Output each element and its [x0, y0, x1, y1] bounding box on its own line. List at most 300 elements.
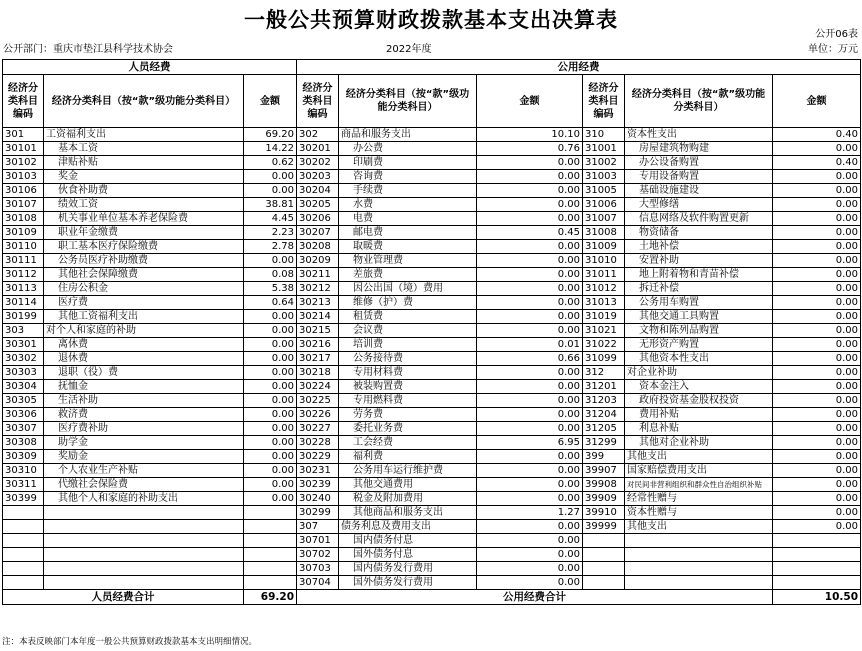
- public-a-code-cell: 30207: [297, 226, 339, 240]
- public-b-code-cell: 31006: [583, 198, 625, 212]
- personnel-name-cell: 工资福利支出: [44, 128, 244, 142]
- table-row: [3, 492, 861, 506]
- public-b-code-cell: 39909: [583, 492, 625, 506]
- personnel-name-cell: 抚恤金: [44, 380, 244, 394]
- personnel-code-cell: 30108: [3, 212, 44, 226]
- personnel-amount-cell: 0.00: [244, 394, 297, 408]
- public-a-code-cell: 307: [297, 520, 339, 534]
- public-a-name-cell: 咨询费: [339, 170, 477, 184]
- personnel-name-cell: 其他社会保障缴费: [44, 268, 244, 282]
- public-b-name-cell: 拆迁补偿: [625, 282, 773, 296]
- public-a-amount-cell: 0.00: [477, 156, 583, 170]
- public-b-name-cell: [625, 548, 773, 562]
- personnel-name-cell: [44, 562, 244, 576]
- public-a-name-cell: 租赁费: [339, 310, 477, 324]
- public-b-code-cell: 31008: [583, 226, 625, 240]
- public-b-amount-cell: 0.00: [773, 254, 861, 268]
- public-b-code-cell: 310: [583, 128, 625, 142]
- public-b-amount-cell: 0.00: [773, 142, 861, 156]
- personnel-amount-cell: 0.00: [244, 310, 297, 324]
- public-a-amount-cell: 0.45: [477, 226, 583, 240]
- public-a-name-cell: 国内债务发行费用: [339, 562, 477, 576]
- public-b-code-cell: 31203: [583, 394, 625, 408]
- header-amount: 金额: [773, 75, 861, 128]
- public-a-amount-cell: 0.66: [477, 352, 583, 366]
- public-b-amount-cell: 0.00: [773, 464, 861, 478]
- personnel-code-cell: [3, 506, 44, 520]
- public-a-amount-cell: 0.00: [477, 184, 583, 198]
- personnel-name-cell: [44, 534, 244, 548]
- header-name: 经济分类科目（按“款”级功能分类科目）: [339, 75, 477, 128]
- public-a-amount-cell: 0.00: [477, 464, 583, 478]
- public-a-name-cell: 会议费: [339, 324, 477, 338]
- public-a-name-cell: 商品和服务支出: [339, 128, 477, 142]
- public-a-code-cell: 30227: [297, 422, 339, 436]
- personnel-amount-cell: 38.81: [244, 198, 297, 212]
- section-public: 公用经费: [297, 60, 861, 75]
- table-row: [3, 240, 861, 254]
- public-a-amount-cell: 10.10: [477, 128, 583, 142]
- public-b-name-cell: 资本性赠与: [625, 506, 773, 520]
- public-b-name-cell: 公务用车购置: [625, 296, 773, 310]
- personnel-code-cell: 30302: [3, 352, 44, 366]
- personnel-name-cell: 救济费: [44, 408, 244, 422]
- public-a-amount-cell: 0.00: [477, 254, 583, 268]
- public-b-name-cell: 土地补偿: [625, 240, 773, 254]
- personnel-name-cell: 其他工资福利支出: [44, 310, 244, 324]
- public-a-amount-cell: 0.01: [477, 338, 583, 352]
- public-b-amount-cell: [773, 534, 861, 548]
- public-b-code-cell: 39910: [583, 506, 625, 520]
- public-b-amount-cell: 0.00: [773, 212, 861, 226]
- personnel-name-cell: [44, 576, 244, 590]
- personnel-amount-cell: 0.00: [244, 450, 297, 464]
- public-a-name-cell: 国内债务付息: [339, 534, 477, 548]
- header-amount: 金额: [244, 75, 297, 128]
- public-a-amount-cell: 0.00: [477, 380, 583, 394]
- personnel-amount-cell: 0.00: [244, 464, 297, 478]
- personnel-amount-cell: 0.00: [244, 254, 297, 268]
- public-a-name-cell: 其他交通费用: [339, 478, 477, 492]
- public-a-amount-cell: 0.00: [477, 548, 583, 562]
- public-b-name-cell: 国家赔偿费用支出: [625, 464, 773, 478]
- public-b-name-cell: 安置补助: [625, 254, 773, 268]
- report-title: 一般公共预算财政拨款基本支出决算表: [244, 8, 618, 32]
- public-b-name-cell: 办公设备购置: [625, 156, 773, 170]
- header-name: 经济分类科目（按“款”级功能分类科目）: [625, 75, 773, 128]
- public-a-amount-cell: 0.00: [477, 268, 583, 282]
- table-row: [3, 170, 861, 184]
- personnel-amount-cell: [244, 506, 297, 520]
- public-a-code-cell: 30239: [297, 478, 339, 492]
- public-a-code-cell: 30209: [297, 254, 339, 268]
- personnel-code-cell: 30101: [3, 142, 44, 156]
- personnel-name-cell: 生活补助: [44, 394, 244, 408]
- public-a-name-cell: 邮电费: [339, 226, 477, 240]
- public-b-code-cell: [583, 562, 625, 576]
- personnel-code-cell: 30304: [3, 380, 44, 394]
- public-a-code-cell: 30206: [297, 212, 339, 226]
- personnel-code-cell: 30307: [3, 422, 44, 436]
- public-a-code-cell: 30229: [297, 450, 339, 464]
- table-row: [3, 576, 861, 590]
- personnel-name-cell: 医疗费补助: [44, 422, 244, 436]
- public-a-code-cell: 30201: [297, 142, 339, 156]
- public-a-amount-cell: 0.00: [477, 296, 583, 310]
- personnel-amount-cell: 0.00: [244, 366, 297, 380]
- table-row: [3, 450, 861, 464]
- personnel-amount-cell: 14.22: [244, 142, 297, 156]
- public-a-name-cell: 劳务费: [339, 408, 477, 422]
- table-row: [3, 282, 861, 296]
- column-header-row: [3, 75, 861, 128]
- public-a-name-cell: 委托业务费: [339, 422, 477, 436]
- public-b-amount-cell: 0.00: [773, 198, 861, 212]
- public-a-code-cell: 30224: [297, 380, 339, 394]
- personnel-code-cell: 30103: [3, 170, 44, 184]
- personnel-name-cell: [44, 506, 244, 520]
- personnel-name-cell: 职业年金缴费: [44, 226, 244, 240]
- public-a-amount-cell: 0.00: [477, 240, 583, 254]
- personnel-amount-cell: 0.00: [244, 492, 297, 506]
- public-a-name-cell: 福利费: [339, 450, 477, 464]
- personnel-name-cell: 奖金: [44, 170, 244, 184]
- public-a-name-cell: 电费: [339, 212, 477, 226]
- table-row: [3, 548, 861, 562]
- personnel-code-cell: 30106: [3, 184, 44, 198]
- section-personnel: 人员经费: [3, 60, 297, 75]
- public-a-amount-cell: 0.00: [477, 422, 583, 436]
- table-row: [3, 184, 861, 198]
- personnel-amount-cell: [244, 562, 297, 576]
- public-a-name-cell: 取暖费: [339, 240, 477, 254]
- table-row: [3, 380, 861, 394]
- personnel-amount-cell: 2.78: [244, 240, 297, 254]
- personnel-amount-cell: 0.00: [244, 338, 297, 352]
- personnel-code-cell: 30306: [3, 408, 44, 422]
- public-a-amount-cell: 0.00: [477, 282, 583, 296]
- public-b-code-cell: 31012: [583, 282, 625, 296]
- public-b-name-cell: 基础设施建设: [625, 184, 773, 198]
- public-a-amount-cell: 0.00: [477, 366, 583, 380]
- personnel-name-cell: 公务员医疗补助缴费: [44, 254, 244, 268]
- public-b-amount-cell: 0.00: [773, 520, 861, 534]
- public-a-name-cell: 专用材料费: [339, 366, 477, 380]
- public-b-name-cell: [625, 562, 773, 576]
- public-a-code-cell: 30212: [297, 282, 339, 296]
- public-a-code-cell: 30208: [297, 240, 339, 254]
- public-a-name-cell: 培训费: [339, 338, 477, 352]
- personnel-code-cell: 30301: [3, 338, 44, 352]
- public-b-name-cell: 专用设备购置: [625, 170, 773, 184]
- public-b-code-cell: [583, 576, 625, 590]
- public-b-code-cell: 31005: [583, 184, 625, 198]
- public-a-name-cell: 公务接待费: [339, 352, 477, 366]
- public-a-amount-cell: 1.27: [477, 506, 583, 520]
- public-b-amount-cell: 0.00: [773, 296, 861, 310]
- personnel-name-cell: 代缴社会保险费: [44, 478, 244, 492]
- table-row: [3, 128, 861, 142]
- public-b-name-cell: 地上附着物和青苗补偿: [625, 268, 773, 282]
- public-a-amount-cell: 0.00: [477, 520, 583, 534]
- personnel-amount-cell: [244, 548, 297, 562]
- table-row: [3, 534, 861, 548]
- fiscal-year: 2022年度: [386, 44, 432, 55]
- personnel-code-cell: 30199: [3, 310, 44, 324]
- public-a-name-cell: 差旅费: [339, 268, 477, 282]
- personnel-code-cell: 301: [3, 128, 44, 142]
- personnel-code-cell: [3, 562, 44, 576]
- personnel-amount-cell: [244, 534, 297, 548]
- public-b-amount-cell: [773, 548, 861, 562]
- public-b-code-cell: 31010: [583, 254, 625, 268]
- public-a-code-cell: 30205: [297, 198, 339, 212]
- form-id: 公开06表: [815, 29, 858, 40]
- public-a-name-cell: 被装购置费: [339, 380, 477, 394]
- public-b-code-cell: 399: [583, 450, 625, 464]
- table-row: [3, 338, 861, 352]
- personnel-name-cell: 绩效工资: [44, 198, 244, 212]
- public-b-amount-cell: 0.00: [773, 310, 861, 324]
- public-total-amount: 10.50: [773, 590, 861, 605]
- personnel-amount-cell: [244, 576, 297, 590]
- public-b-code-cell: 31299: [583, 436, 625, 450]
- public-a-code-cell: 30215: [297, 324, 339, 338]
- personnel-amount-cell: 0.64: [244, 296, 297, 310]
- public-b-name-cell: 文物和陈列品购置: [625, 324, 773, 338]
- footnote: 注：本表反映部门本年度一般公共预算财政拨款基本支出明细情况。: [2, 637, 258, 647]
- personnel-amount-cell: 5.38: [244, 282, 297, 296]
- public-b-code-cell: 31002: [583, 156, 625, 170]
- public-b-name-cell: 其他对企业补助: [625, 436, 773, 450]
- header-code: 经济分类科目编码: [297, 75, 339, 128]
- personnel-code-cell: 30112: [3, 268, 44, 282]
- personnel-code-cell: 30311: [3, 478, 44, 492]
- table-row: [3, 520, 861, 534]
- public-b-amount-cell: 0.00: [773, 408, 861, 422]
- public-b-code-cell: 39999: [583, 520, 625, 534]
- public-b-name-cell: 对民间非营利组织和群众性自治组织补贴: [625, 478, 773, 492]
- public-b-amount-cell: 0.00: [773, 338, 861, 352]
- table-row: [3, 268, 861, 282]
- public-b-amount-cell: 0.00: [773, 506, 861, 520]
- table-row: [3, 310, 861, 324]
- public-a-amount-cell: 0.00: [477, 478, 583, 492]
- public-b-name-cell: 经常性赠与: [625, 492, 773, 506]
- personnel-name-cell: 退职（役）费: [44, 366, 244, 380]
- public-b-name-cell: 大型修缮: [625, 198, 773, 212]
- public-a-name-cell: 手续费: [339, 184, 477, 198]
- personnel-code-cell: 30102: [3, 156, 44, 170]
- personnel-amount-cell: 0.00: [244, 422, 297, 436]
- personnel-code-cell: 30399: [3, 492, 44, 506]
- public-b-code-cell: 31013: [583, 296, 625, 310]
- public-b-code-cell: 31011: [583, 268, 625, 282]
- public-b-amount-cell: 0.00: [773, 226, 861, 240]
- personnel-code-cell: 30309: [3, 450, 44, 464]
- table-row: [3, 198, 861, 212]
- public-a-name-cell: 国外债务付息: [339, 548, 477, 562]
- public-b-name-cell: [625, 534, 773, 548]
- public-a-code-cell: 30203: [297, 170, 339, 184]
- public-b-code-cell: 31007: [583, 212, 625, 226]
- public-b-amount-cell: 0.00: [773, 394, 861, 408]
- table-row: [3, 254, 861, 268]
- public-a-amount-cell: 0.00: [477, 212, 583, 226]
- personnel-name-cell: 机关事业单位基本养老保险费: [44, 212, 244, 226]
- table-row: [3, 156, 861, 170]
- public-b-name-cell: 其他支出: [625, 450, 773, 464]
- table-row: [3, 464, 861, 478]
- personnel-code-cell: 30113: [3, 282, 44, 296]
- public-a-code-cell: 30703: [297, 562, 339, 576]
- public-b-name-cell: 利息补贴: [625, 422, 773, 436]
- public-b-name-cell: 资本金注入: [625, 380, 773, 394]
- personnel-code-cell: [3, 576, 44, 590]
- personnel-amount-cell: [244, 520, 297, 534]
- personnel-name-cell: 助学金: [44, 436, 244, 450]
- public-b-amount-cell: 0.00: [773, 366, 861, 380]
- personnel-amount-cell: 0.00: [244, 380, 297, 394]
- public-a-amount-cell: 0.00: [477, 170, 583, 184]
- public-b-code-cell: 31003: [583, 170, 625, 184]
- public-b-name-cell: 其他资本性支出: [625, 352, 773, 366]
- public-b-code-cell: 31019: [583, 310, 625, 324]
- public-b-name-cell: 政府投资基金股权投资: [625, 394, 773, 408]
- public-a-amount-cell: 0.00: [477, 394, 583, 408]
- personnel-name-cell: 离休费: [44, 338, 244, 352]
- public-b-amount-cell: 0.00: [773, 436, 861, 450]
- public-b-name-cell: 资本性支出: [625, 128, 773, 142]
- personnel-name-cell: 伙食补助费: [44, 184, 244, 198]
- public-b-name-cell: 费用补贴: [625, 408, 773, 422]
- public-b-amount-cell: 0.40: [773, 128, 861, 142]
- personnel-amount-cell: 0.00: [244, 436, 297, 450]
- personnel-name-cell: 退休费: [44, 352, 244, 366]
- public-a-name-cell: 工会经费: [339, 436, 477, 450]
- public-b-amount-cell: 0.00: [773, 324, 861, 338]
- personnel-amount-cell: 69.20: [244, 128, 297, 142]
- personnel-amount-cell: 0.00: [244, 170, 297, 184]
- personnel-code-cell: 303: [3, 324, 44, 338]
- personnel-code-cell: 30110: [3, 240, 44, 254]
- personnel-name-cell: 奖励金: [44, 450, 244, 464]
- public-b-amount-cell: 0.00: [773, 240, 861, 254]
- personnel-amount-cell: 0.00: [244, 408, 297, 422]
- table-row: [3, 506, 861, 520]
- personnel-code-cell: 30107: [3, 198, 44, 212]
- header-code: 经济分类科目编码: [3, 75, 44, 128]
- header-amount: 金额: [477, 75, 583, 128]
- public-a-code-cell: 30240: [297, 492, 339, 506]
- public-b-code-cell: 31001: [583, 142, 625, 156]
- personnel-total-label: 人员经费合计: [3, 590, 244, 605]
- public-b-amount-cell: 0.00: [773, 282, 861, 296]
- personnel-code-cell: [3, 520, 44, 534]
- personnel-total-amount: 69.20: [244, 590, 297, 605]
- public-b-amount-cell: [773, 562, 861, 576]
- unit-label: 单位：万元: [808, 44, 858, 55]
- public-a-code-cell: 30218: [297, 366, 339, 380]
- personnel-name-cell: 其他个人和家庭的补助支出: [44, 492, 244, 506]
- public-a-amount-cell: 0.00: [477, 534, 583, 548]
- public-b-code-cell: 31022: [583, 338, 625, 352]
- public-b-amount-cell: [773, 576, 861, 590]
- public-b-amount-cell: 0.00: [773, 380, 861, 394]
- public-a-code-cell: 30214: [297, 310, 339, 324]
- public-a-amount-cell: 0.00: [477, 576, 583, 590]
- public-b-code-cell: 31201: [583, 380, 625, 394]
- personnel-amount-cell: 4.45: [244, 212, 297, 226]
- public-total-label: 公用经费合计: [297, 590, 773, 605]
- public-a-name-cell: 国外债务发行费用: [339, 576, 477, 590]
- public-b-code-cell: 31009: [583, 240, 625, 254]
- public-a-code-cell: 30228: [297, 436, 339, 450]
- public-a-name-cell: 因公出国（境）费用: [339, 282, 477, 296]
- department-label: 公开部门：重庆市垫江县科学技术协会: [3, 44, 173, 55]
- public-a-code-cell: 302: [297, 128, 339, 142]
- public-b-name-cell: 物资储备: [625, 226, 773, 240]
- personnel-code-cell: [3, 534, 44, 548]
- public-b-amount-cell: 0.00: [773, 492, 861, 506]
- public-b-amount-cell: 0.00: [773, 352, 861, 366]
- table-row: [3, 408, 861, 422]
- public-b-name-cell: 房屋建筑物购建: [625, 142, 773, 156]
- public-b-code-cell: 39908: [583, 478, 625, 492]
- totals-row: [3, 590, 861, 605]
- public-b-name-cell: 无形资产购置: [625, 338, 773, 352]
- public-b-code-cell: 31204: [583, 408, 625, 422]
- public-a-amount-cell: 0.00: [477, 198, 583, 212]
- table-row: [3, 324, 861, 338]
- table-row: [3, 436, 861, 450]
- public-a-code-cell: 30217: [297, 352, 339, 366]
- public-a-amount-cell: 0.76: [477, 142, 583, 156]
- personnel-code-cell: 30109: [3, 226, 44, 240]
- public-b-amount-cell: 0.00: [773, 478, 861, 492]
- personnel-name-cell: [44, 520, 244, 534]
- public-b-amount-cell: 0.40: [773, 156, 861, 170]
- public-b-amount-cell: 0.00: [773, 450, 861, 464]
- personnel-amount-cell: 0.00: [244, 478, 297, 492]
- public-a-code-cell: 30299: [297, 506, 339, 520]
- public-a-amount-cell: 0.00: [477, 450, 583, 464]
- public-a-name-cell: 办公费: [339, 142, 477, 156]
- public-a-code-cell: 30701: [297, 534, 339, 548]
- public-a-name-cell: 专用燃料费: [339, 394, 477, 408]
- public-a-name-cell: 公务用车运行维护费: [339, 464, 477, 478]
- table-row: [3, 394, 861, 408]
- public-a-code-cell: 30225: [297, 394, 339, 408]
- personnel-amount-cell: 2.23: [244, 226, 297, 240]
- personnel-code-cell: 30305: [3, 394, 44, 408]
- public-a-name-cell: 水费: [339, 198, 477, 212]
- table-row: [3, 478, 861, 492]
- personnel-name-cell: [44, 548, 244, 562]
- public-a-name-cell: 印刷费: [339, 156, 477, 170]
- table-row: [3, 562, 861, 576]
- personnel-name-cell: 对个人和家庭的补助: [44, 324, 244, 338]
- public-a-code-cell: 30202: [297, 156, 339, 170]
- personnel-code-cell: 30114: [3, 296, 44, 310]
- public-a-code-cell: 30213: [297, 296, 339, 310]
- public-b-amount-cell: 0.00: [773, 170, 861, 184]
- public-b-code-cell: 31099: [583, 352, 625, 366]
- header-code: 经济分类科目编码: [583, 75, 625, 128]
- public-b-code-cell: [583, 548, 625, 562]
- public-a-amount-cell: 6.95: [477, 436, 583, 450]
- table-row: [3, 352, 861, 366]
